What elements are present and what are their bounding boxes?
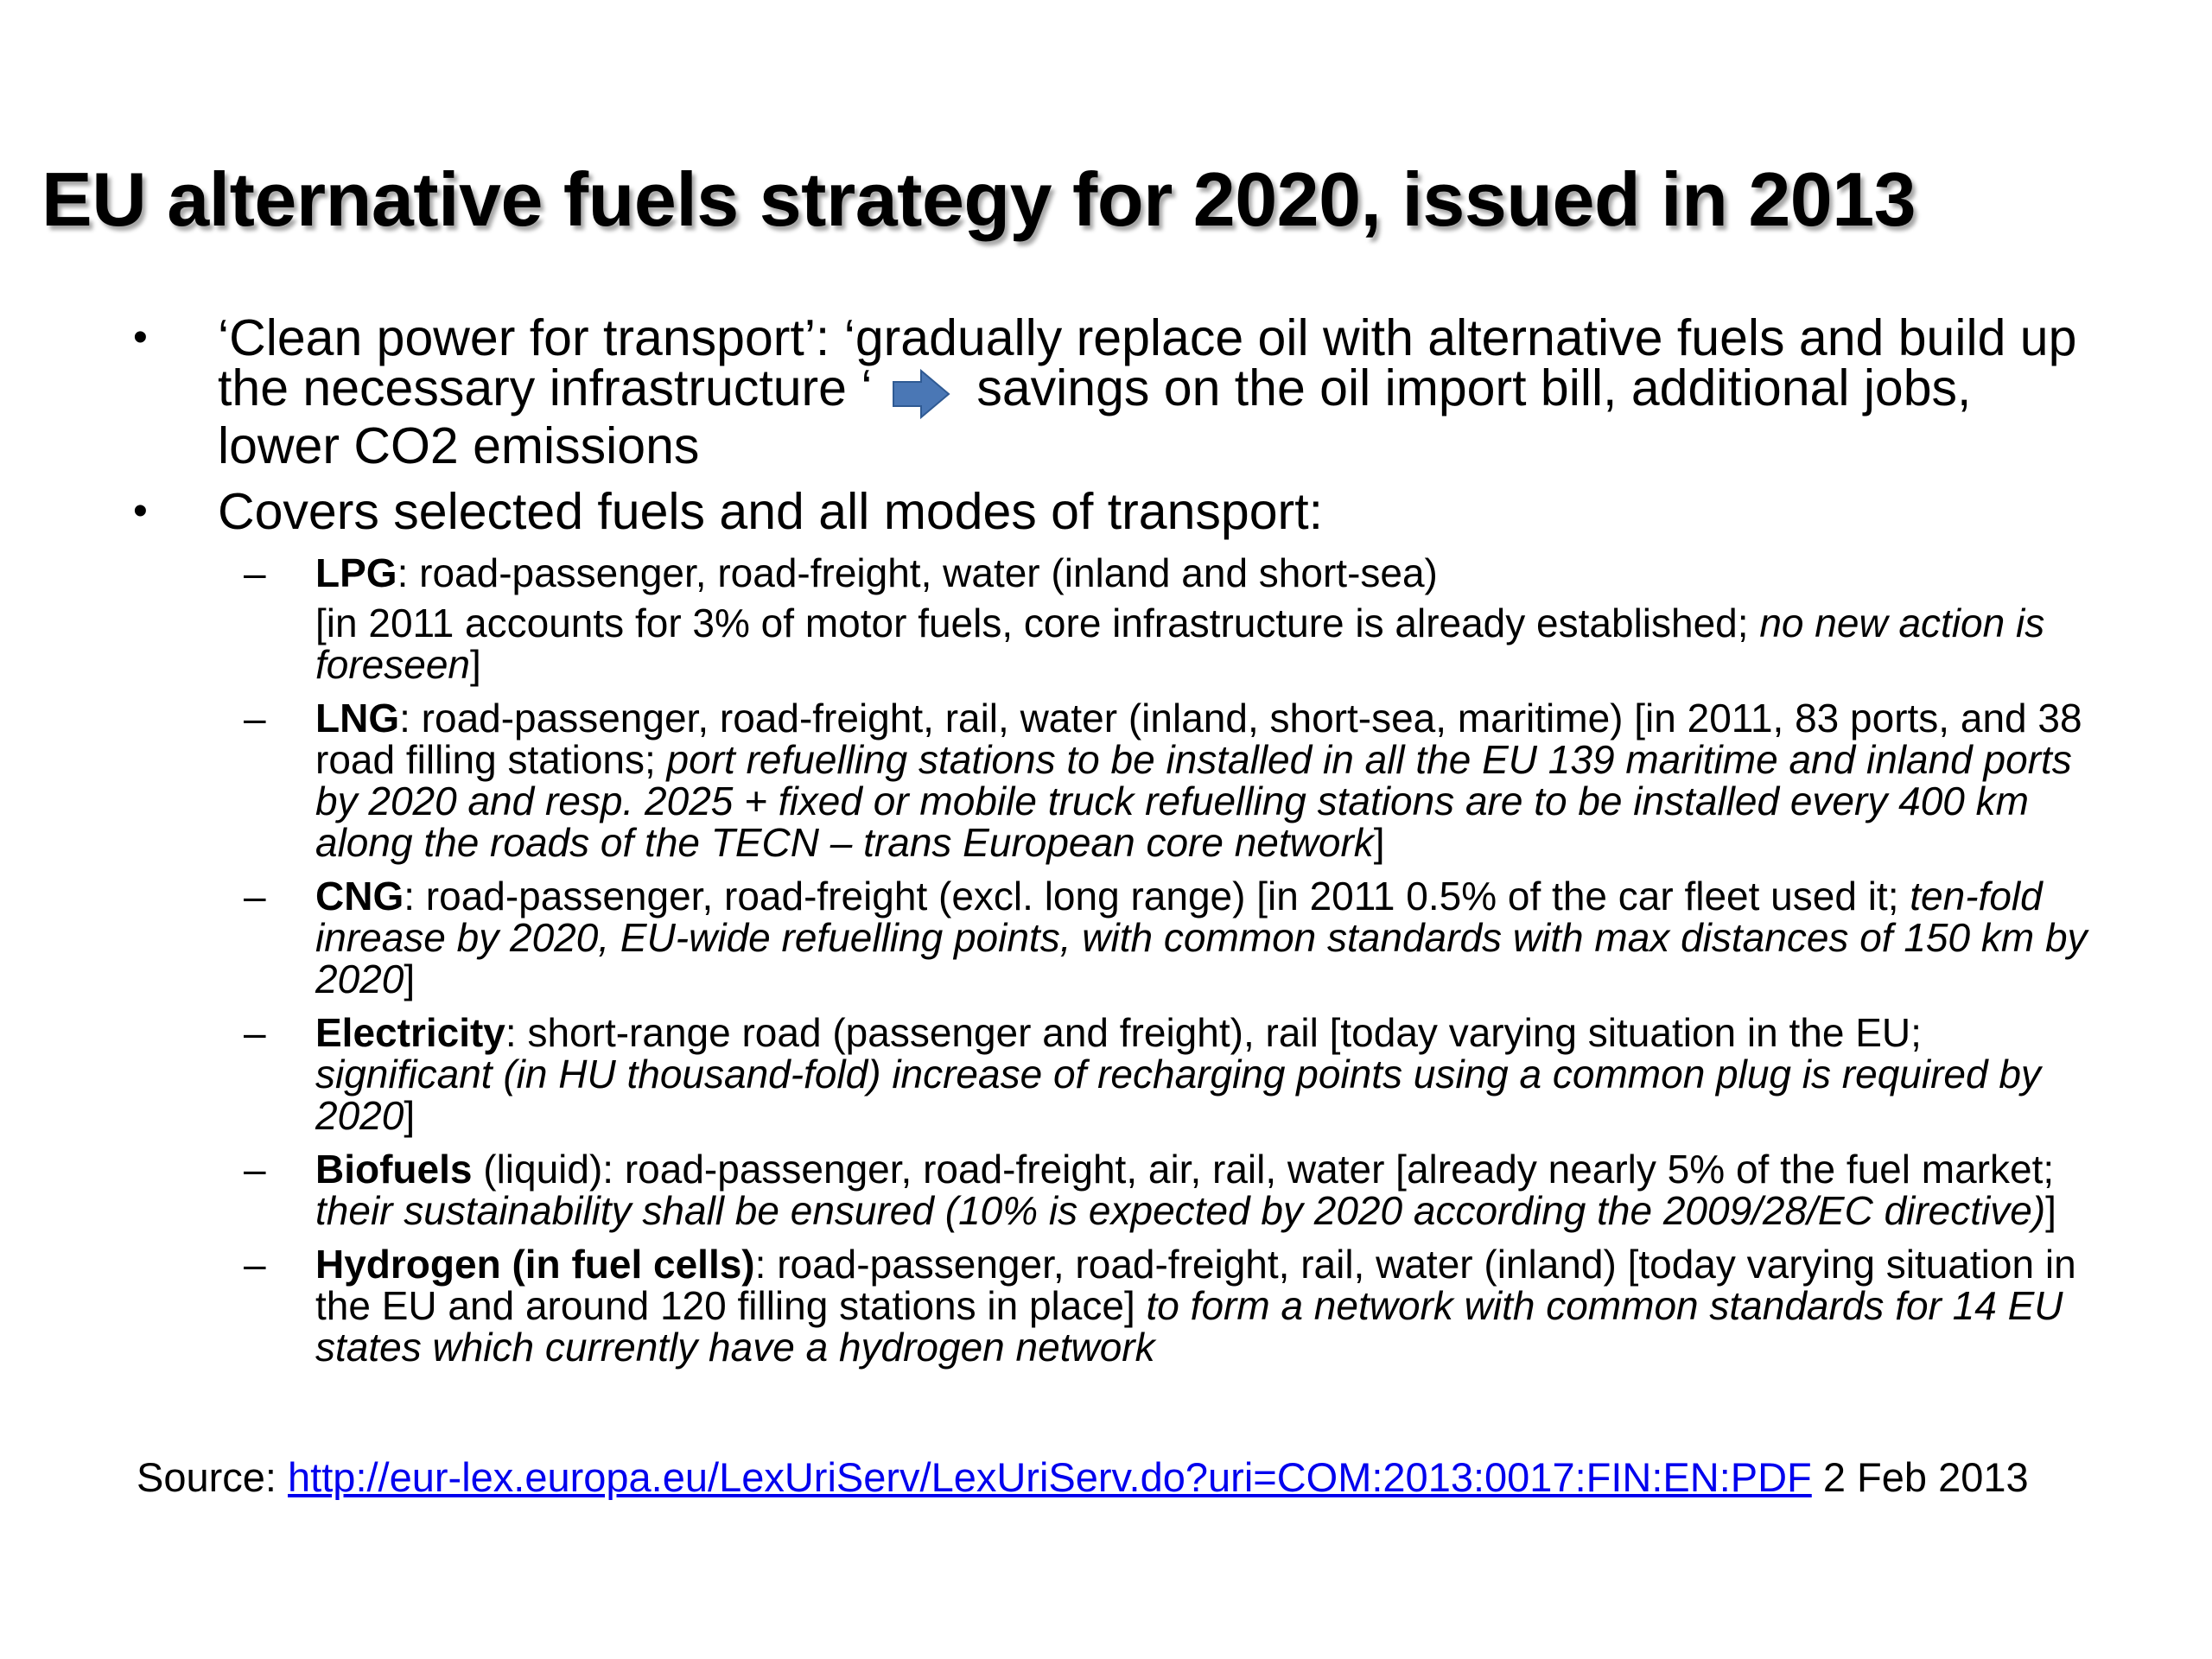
fuel-italic: ten-fold inrease by 2020, EU-wide refuelling points, with common standards with max distances of 150 km by 2020 <box>315 874 2088 1001</box>
fuel-italic: their sustainability shall be ensured (10% is expected by 2020 according the 2009/28/EC directive) <box>315 1188 2046 1233</box>
fuel-note-plain: [in 2011 accounts for 3% of motor fuels, core infrastructure is already established; <box>315 601 1760 645</box>
fuel-desc: : road-passenger, road-freight, rail, water (inland, short-sea, maritime) [in 2011, 83 ports, and 38 road filling stations; <box>315 696 2082 782</box>
bullet-text-before-arrow: ‘Clean power for transport’: ‘gradually replace oil with alternative fuels and build up the necessary infrastructure ‘ <box>218 309 2077 416</box>
bullet-dot: • <box>133 315 148 360</box>
fuel-name: CNG <box>315 874 404 918</box>
fuel-note-italic: no new action is foreseen <box>315 601 2045 687</box>
fuel-italic: significant (in HU thousand-fold) increase of recharging points using a common plug is required by 2020 <box>315 1052 2041 1138</box>
source-link[interactable]: http://eur-lex.europa.eu/LexUriServ/LexUriServ.do?uri=COM:2013:0017:FIN:EN:PDF <box>288 1454 1812 1500</box>
source-label: Source: <box>137 1454 289 1500</box>
fuel-item-lng <box>130 697 2100 863</box>
right-arrow-icon <box>890 367 952 421</box>
fuel-name: Electricity <box>315 1010 505 1055</box>
dash-marker: – <box>244 1242 266 1287</box>
fuel-item-cng <box>130 875 2100 1000</box>
bullet-text-after-arrow: savings on the oil import bill, additional jobs, lower CO2 emissions <box>218 359 1972 474</box>
fuel-item-electricity <box>130 1012 2100 1136</box>
fuel-name: Hydrogen (in fuel cells) <box>315 1242 755 1287</box>
fuel-end: ] <box>404 1093 416 1138</box>
fuel-desc: (liquid): road-passenger, road-freight, air, rail, water [already nearly 5% of the fuel market; <box>472 1147 2055 1192</box>
fuel-desc: : short-range road (passenger and freight), rail [today varying situation in the EU; <box>505 1010 1922 1055</box>
dash-marker: – <box>244 874 266 918</box>
fuel-end: ] <box>404 957 416 1001</box>
dash-marker: – <box>244 696 266 741</box>
bullet-clean-power <box>130 309 2100 474</box>
fuel-item-hydrogen <box>130 1243 2100 1368</box>
source-line <box>137 1452 2107 1503</box>
fuel-desc: : road-passenger, road-freight, rail, water (inland) [today varying situation in the EU and around 120 filling stations in place] <box>315 1242 2076 1328</box>
fuel-name: LNG <box>315 696 400 741</box>
fuel-end: ] <box>1373 820 1385 865</box>
dash-marker: – <box>244 550 266 595</box>
slide-title: EU alternative fuels strategy for 2020, issued in 2013 <box>41 156 1916 242</box>
slide-body <box>130 309 2100 1380</box>
fuel-note-end: ] <box>470 642 481 687</box>
source-date: 2 Feb 2013 <box>1811 1454 2029 1500</box>
fuel-desc: : road-passenger, road-freight, water (inland and short-sea) <box>397 550 1438 595</box>
dash-marker: – <box>244 1010 266 1055</box>
fuel-name: Biofuels <box>315 1147 473 1192</box>
fuel-item-lpg <box>130 552 2100 685</box>
bullet-covers-fuels <box>130 483 2100 540</box>
bullet-text: Covers selected fuels and all modes of transport: <box>218 483 1323 540</box>
dash-marker: – <box>244 1147 266 1192</box>
bullet-dot: • <box>133 488 148 534</box>
fuel-note <box>315 602 2100 685</box>
fuel-italic: port refuelling stations to be installed in all the EU 139 maritime and inland ports by 2020 and resp. 2025 + fixed or mobile truck refuelling stations are to be installed every 400 km along the roads of the TECN – trans European core network <box>315 737 2072 865</box>
fuel-end: ] <box>2045 1188 2056 1233</box>
fuel-name: LPG <box>315 550 397 595</box>
fuel-item-biofuels <box>130 1148 2100 1231</box>
fuel-italic: to form a network with common standards for 14 EU states which currently have a hydrogen network <box>315 1283 2063 1370</box>
fuel-desc: : road-passenger, road-freight (excl. long range) [in 2011 0.5% of the car fleet used it; <box>404 874 1910 918</box>
